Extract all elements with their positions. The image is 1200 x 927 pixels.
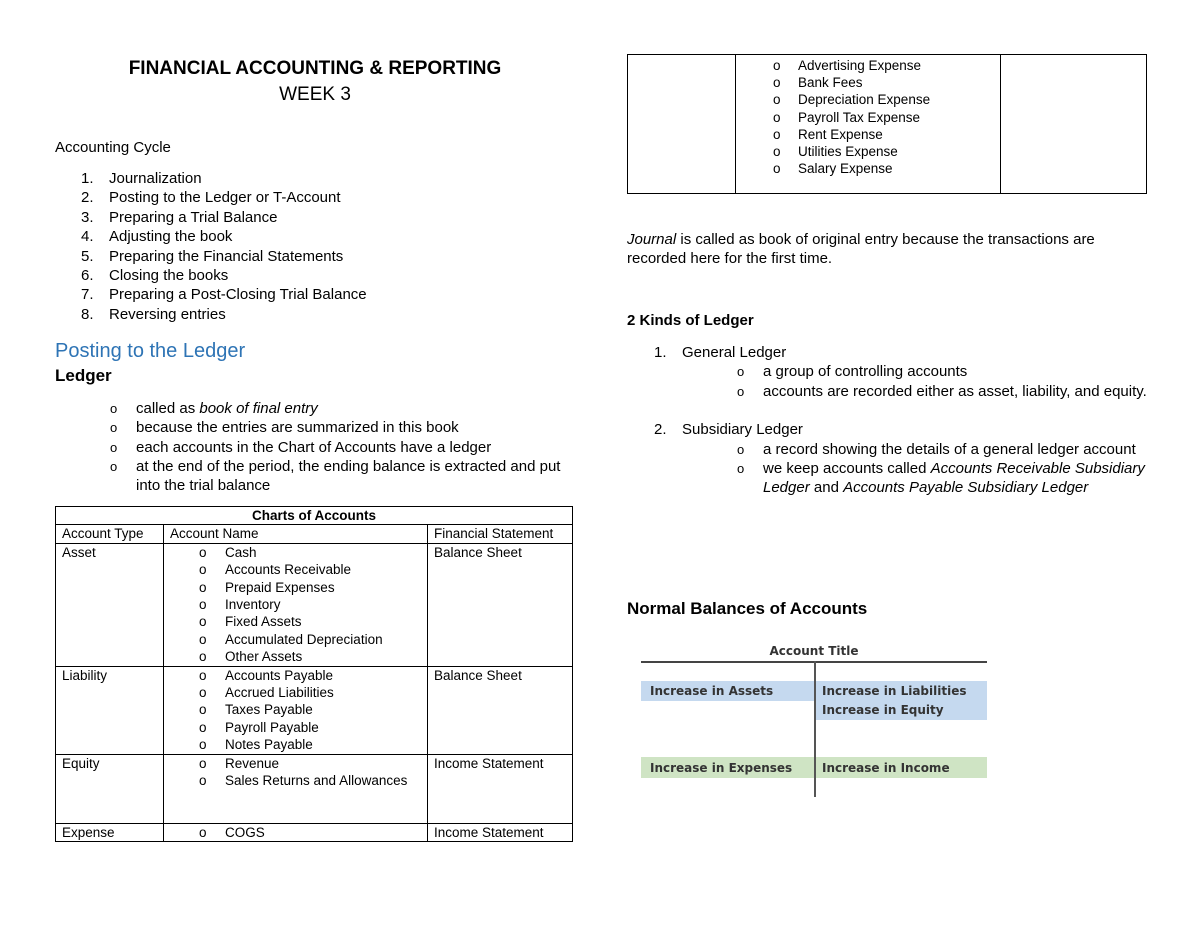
list-item: 1. General Ledger o a group of controlling accounts o accounts are recorded either as asset, liability, and equity. xyxy=(627,343,1152,401)
bullet-icon: o xyxy=(737,364,745,380)
ledger-heading: Ledger xyxy=(55,366,112,385)
list-item: o Payroll Payable xyxy=(199,719,319,735)
list-item: 2. Subsidiary Ledger o a record showing the details of a general ledger account o we keep accounts called Accounts Receivable Subsidiary Ledger and Accounts Payable Subsidiary Ledger xyxy=(627,420,1152,498)
table-row xyxy=(628,55,1147,194)
bullet-icon: o xyxy=(110,420,118,436)
accounting-cycle-list xyxy=(55,169,367,324)
t-account-title: Account Title xyxy=(769,644,859,658)
account-name-cell xyxy=(164,543,428,666)
list-item: o Accrued Liabilities xyxy=(199,685,334,701)
bullet-icon: o xyxy=(737,441,745,457)
column-header-name: Account Name xyxy=(164,525,428,543)
list-item: o Taxes Payable xyxy=(199,702,313,718)
accounting-cycle-heading: Accounting Cycle xyxy=(55,139,171,156)
list-item: o Accounts Receivable xyxy=(199,562,352,578)
column-header-statement: Financial Statement xyxy=(428,525,573,543)
account-type-cell: Asset xyxy=(56,543,164,666)
list-item: o Fixed Assets xyxy=(199,614,302,630)
table-caption: Charts of Accounts xyxy=(56,507,573,525)
list-item: 6. Closing the books xyxy=(81,267,229,285)
list-item: o Bank Fees xyxy=(773,75,863,91)
bullet-icon: o xyxy=(110,439,118,455)
posting-section-heading: Posting to the Ledger xyxy=(55,340,246,362)
list-item: o a group of controlling accounts xyxy=(737,363,968,381)
list-item: o Accumulated Depreciation xyxy=(199,631,383,647)
bullet-icon: o xyxy=(110,401,118,416)
table-row xyxy=(56,543,573,666)
list-item: o we keep accounts called Accounts Receivable Subsidiary Ledger and Accounts Payable Subsidiary Ledger xyxy=(737,460,1145,497)
list-item: o a record showing the details of a general ledger account xyxy=(737,440,1136,458)
list-item: o Utilities Expense xyxy=(773,144,898,160)
document-subtitle: WEEK 3 xyxy=(279,84,351,105)
statement-cell xyxy=(1001,55,1147,194)
list-item: o Notes Payable xyxy=(199,737,313,753)
list-item: 3. Preparing a Trial Balance xyxy=(81,208,278,226)
journal-note: Journal is called as book of original entry because the transactions are recorded here for the first time. xyxy=(627,231,1095,268)
kinds-of-ledger-heading: 2 Kinds of Ledger xyxy=(627,312,754,329)
account-name-cell xyxy=(164,754,428,823)
account-name-cell xyxy=(736,55,1001,194)
account-type-cell: Equity xyxy=(56,754,164,823)
account-type-cell: Expense xyxy=(56,823,164,841)
list-item: o Cash xyxy=(199,544,257,560)
statement-cell: Balance Sheet xyxy=(428,666,573,754)
bullet-icon: o xyxy=(737,461,745,477)
table-header-row xyxy=(56,525,573,543)
ledger-points-list xyxy=(55,399,575,495)
list-item: 5. Preparing the Financial Statements xyxy=(81,247,344,265)
account-type-cell xyxy=(628,55,736,194)
list-item: o Depreciation Expense xyxy=(773,92,931,108)
continued-accounts-table xyxy=(627,54,1147,194)
increase-liabilities-label: Increase in Liabilities xyxy=(822,684,967,698)
account-type-cell: Liability xyxy=(56,666,164,754)
account-name-cell xyxy=(164,666,428,754)
column-header-type: Account Type xyxy=(56,525,164,543)
t-account-diagram xyxy=(641,641,987,799)
list-item: o Sales Returns and Allowances xyxy=(199,773,408,789)
statement-cell: Income Statement xyxy=(428,754,573,823)
list-item: o Other Assets xyxy=(199,649,303,665)
increase-income-label: Increase in Income xyxy=(822,761,950,775)
list-item: o Advertising Expense xyxy=(773,58,922,73)
table-row xyxy=(56,823,573,841)
kinds-of-ledger-list xyxy=(627,343,1152,498)
list-item: o Payroll Tax Expense xyxy=(773,109,921,125)
list-item: o because the entries are summarized in this book xyxy=(110,419,459,437)
list-item: o at the end of the period, the ending balance is extracted and put into the trial balance xyxy=(110,457,561,495)
list-item: o Salary Expense xyxy=(773,161,893,177)
list-item: 8. Reversing entries xyxy=(81,305,226,323)
list-item: o Revenue xyxy=(199,755,280,771)
normal-balances-heading: Normal Balances of Accounts xyxy=(627,599,868,618)
increase-equity-label: Increase in Equity xyxy=(822,703,944,717)
table-row xyxy=(56,754,573,823)
bullet-icon: o xyxy=(110,458,118,474)
list-item: o Rent Expense xyxy=(773,126,883,142)
increase-assets-label: Increase in Assets xyxy=(650,684,774,698)
chart-of-accounts-table xyxy=(55,506,573,842)
table-row xyxy=(56,666,573,754)
list-item: 2. Posting to the Ledger or T-Account xyxy=(81,189,341,207)
list-item: o Inventory xyxy=(199,597,281,613)
list-item: 7. Preparing a Post-Closing Trial Balance xyxy=(81,286,367,304)
list-item: o each accounts in the Chart of Accounts have a ledger xyxy=(110,438,492,456)
list-item: o Accounts Payable xyxy=(199,667,334,683)
list-item: o accounts are recorded either as asset, liability, and equity. xyxy=(737,382,1147,400)
increase-expenses-label: Increase in Expenses xyxy=(650,761,793,775)
statement-cell: Income Statement xyxy=(428,823,573,841)
list-item: o called as book of final entry xyxy=(110,400,318,417)
document-title: FINANCIAL ACCOUNTING & REPORTING xyxy=(128,58,502,79)
list-item: o Prepaid Expenses xyxy=(199,579,335,595)
list-item: 4. Adjusting the book xyxy=(81,228,233,246)
statement-cell: Balance Sheet xyxy=(428,543,573,666)
t-account-vertical-line xyxy=(814,661,816,797)
list-item: o COGS xyxy=(199,824,265,840)
bullet-icon: o xyxy=(737,383,745,399)
account-name-cell xyxy=(164,823,428,841)
list-item: 1. Journalization xyxy=(81,170,202,187)
